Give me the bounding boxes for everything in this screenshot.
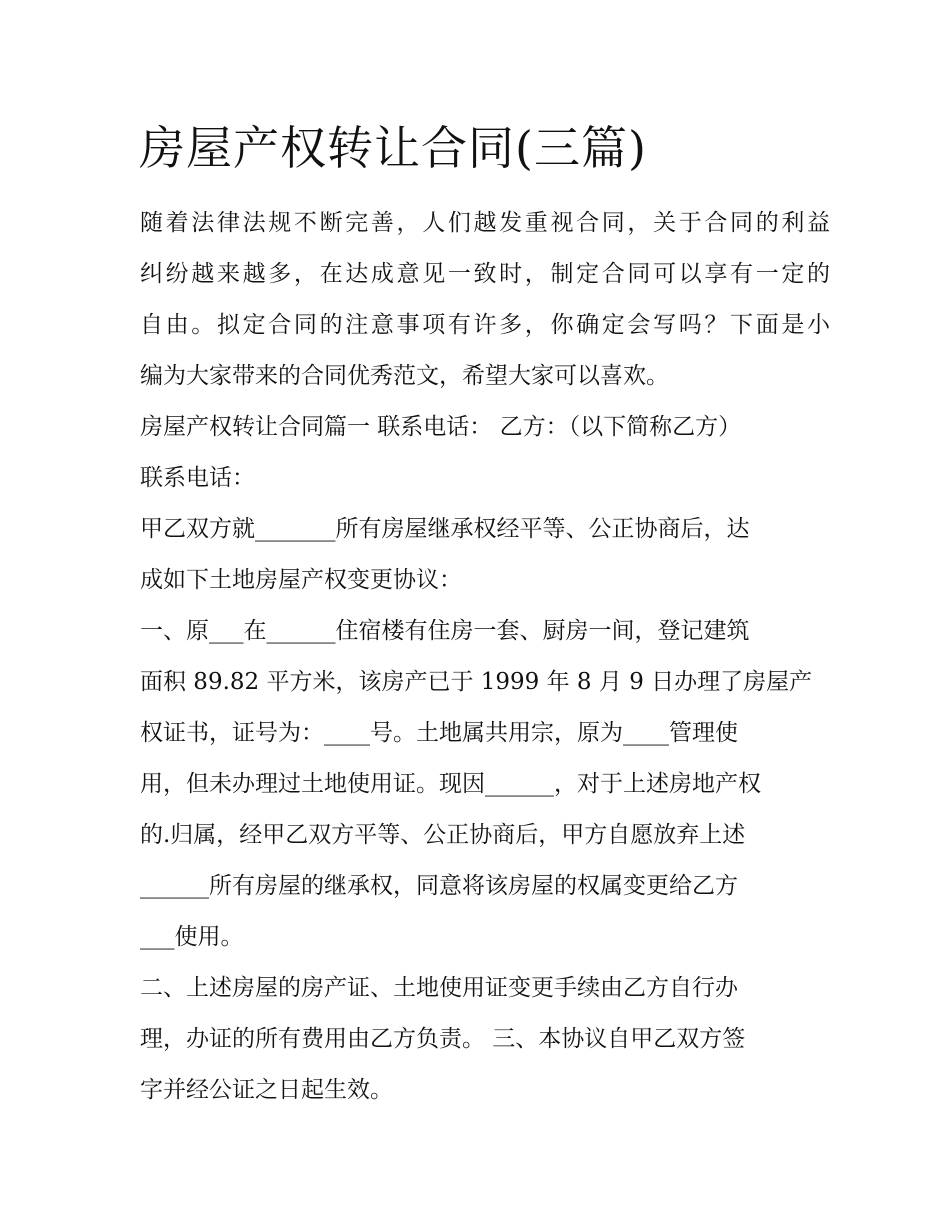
paragraph-line: ___使用。 [140,924,244,950]
paragraph-line: 联系电话： [140,465,255,491]
paragraph-line: 房屋产权转让合同篇一 联系电话： 乙方：（以下简称乙方） [140,414,742,440]
paragraph-line: 字并经公证之日起生效。 [140,1077,393,1103]
document-body [140,198,830,1116]
paragraph-line: 二、上述房屋的房产证、土地使用证变更手续由乙方自行办 [140,975,738,1001]
paragraph-line: 编为大家带来的合同优秀范文，希望大家可以喜欢。 [140,363,669,389]
paragraph-line: 权证书，证号为：____号。土地属共用宗，原为____管理使 [140,720,738,746]
paragraph-line: 一、原___在______住宿楼有住房一套、厨房一间，登记建筑 [140,618,750,644]
paragraph-line: 甲乙双方就_______所有房屋继承权经平等、公正协商后，达 [140,516,750,542]
paragraph-line: ______所有房屋的继承权，同意将该房屋的权属变更给乙方 [140,873,738,899]
paragraph-line: 用，但未办理过土地使用证。现因______，对于上述房地产权 [140,771,761,797]
paragraph-line: 自由。拟定合同的注意事项有许多，你确定会写吗？下面是小 [140,312,830,338]
document-title: 房屋产权转让合同(三篇) [139,121,647,175]
paragraph-line: 成如下土地房屋产权变更协议： [140,567,462,593]
paragraph-line: 随着法律法规不断完善，人们越发重视合同，关于合同的利益 [140,210,830,236]
paragraph-line: 理，办证的所有费用由乙方负责。 三、本协议自甲乙双方签 [140,1026,746,1052]
paragraph-line: 面积 89.82 平方米，该房产已于 1999 年 8 月 9 日办理了房屋产 [140,669,813,695]
paragraph-line: 的.归属，经甲乙双方平等、公正协商后，甲方自愿放弃上述 [140,822,746,848]
paragraph-line: 纠纷越来越多，在达成意见一致时，制定合同可以享有一定的 [140,261,830,287]
